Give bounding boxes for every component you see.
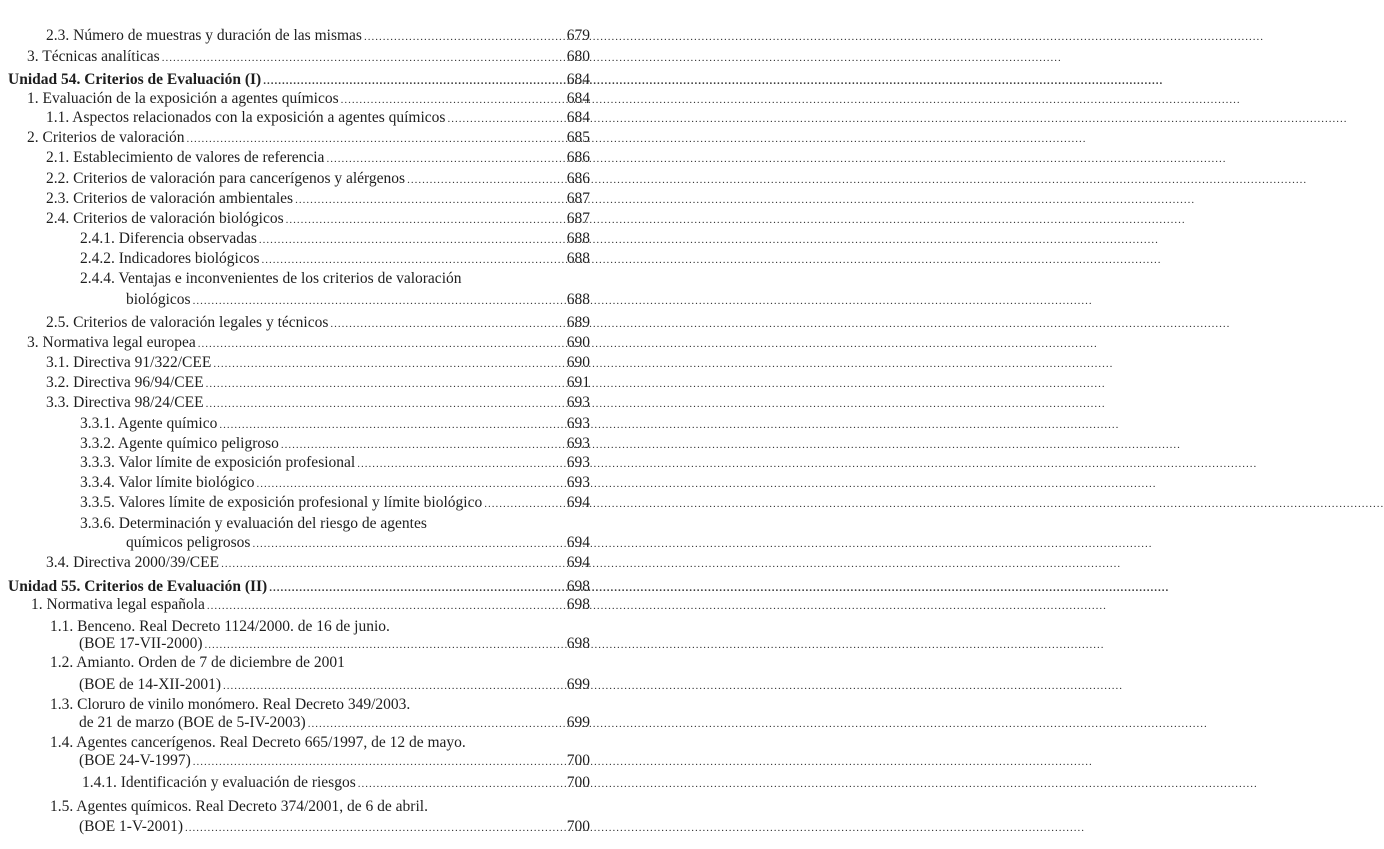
toc-entry [80,434,546,454]
toc-entry [80,514,560,534]
toc-page-number: 693 [566,435,590,452]
dot-leader [198,333,1098,353]
toc-entry [46,108,546,128]
dot-leader [484,493,1384,513]
toc-entry-title: (BOE de 14-XII-2001) [79,676,222,693]
toc-entry-title: 1.4. Agentes cancerígenos. Real Decreto 665/1997, de 12 de mayo. [50,734,466,751]
toc-entry [46,189,546,209]
dot-leader [286,209,1186,229]
dot-leader [326,148,1226,168]
dot-leader [252,533,1152,553]
dot-leader [223,675,1123,695]
toc-page-number: 688 [566,291,590,308]
toc-entry [126,290,546,310]
toc-entry [80,249,546,269]
toc-page-number: 684 [566,71,590,88]
toc-page-number: 679 [566,27,590,44]
toc-entry [46,148,546,168]
toc-unit-heading [8,70,546,90]
toc-entry [50,695,560,715]
toc-entry-title: 2.4.1. Diferencia observadas [80,230,257,247]
toc-entry-title: 3.3.3. Valor límite de exposición profesional [80,454,356,471]
toc-entry [31,595,546,615]
toc-entry-title: Unidad 54. Criterios de Evaluación (I) [8,71,262,88]
toc-entry [27,89,546,109]
toc-entry [46,313,546,333]
toc-entry [27,47,546,67]
toc-entry [46,393,546,413]
dot-leader [193,751,1093,771]
toc-page-number: 691 [566,374,590,391]
toc-entry [80,229,546,249]
toc-entry-title: 2.5. Criterios de valoración legales y técnicos [46,314,329,331]
dot-leader [357,453,1257,473]
toc-entry-title: 2.4. Criterios de valoración biológicos [46,210,284,227]
dot-leader [221,553,1121,573]
toc-entry-title: 3.3.6. Determinación y evaluación del riesgo de agentes [80,515,427,532]
toc-page-number: 690 [566,334,590,351]
dot-leader [295,189,1195,209]
toc-entry-title: químicos peligrosos [126,534,251,551]
toc-entry-title: 2.1. Establecimiento de valores de referencia [46,149,325,166]
toc-entry [80,269,560,289]
toc-entry-title: 3.3.5. Valores límite de exposición profesional y límite biológico [80,494,483,511]
toc-entry [82,773,546,793]
toc-page-number: 688 [566,250,590,267]
toc-page-number: 693 [566,474,590,491]
toc-page-number: 685 [566,129,590,146]
toc-entry [80,414,546,434]
toc-entry-title: 3.3. Directiva 98/24/CEE [46,394,204,411]
toc-entry-title: 3. Normativa legal europea [27,334,196,351]
toc-entry [79,675,546,695]
toc-entry-title: (BOE 1-V-2001) [79,818,184,835]
toc-entry-title: 3.1. Directiva 91/322/CEE [46,354,212,371]
toc-entry-title: 3.3.2. Agente químico peligroso [80,435,279,452]
toc-page-number: 684 [566,109,590,126]
toc-entry-title: 2.4.4. Ventajas e inconvenientes de los criterios de valoración [80,270,462,287]
dot-leader [257,473,1157,493]
dot-leader [358,773,1258,793]
toc-entry-title: (BOE 17-VII-2000) [79,635,203,652]
toc-page-number: 694 [566,554,590,571]
toc-entry [27,128,546,148]
toc-page-number: 688 [566,230,590,247]
toc-entry-title: 1.5. Agentes químicos. Real Decreto 374/2001, de 6 de abril. [50,798,428,815]
toc-entry-title: 2. Criterios de valoración [27,129,185,146]
toc-entry-title: 3.2. Directiva 96/94/CEE [46,374,204,391]
dot-leader [219,414,1119,434]
toc-entry-title: 2.3. Número de muestras y duración de las mismas [46,27,362,44]
toc-entry-title: 3.3.4. Valor límite biológico [80,474,255,491]
dot-leader [185,817,1085,837]
toc-entry [50,653,560,673]
toc-entry-title: 3. Técnicas analíticas [27,48,160,65]
dot-leader [447,108,1347,128]
toc-entry-title: 1.1. Benceno. Real Decreto 1124/2000. de 16 de junio. [50,618,390,635]
toc-page-number: 680 [566,48,590,65]
toc-page-number: 687 [566,190,590,207]
toc-page-number: 686 [566,170,590,187]
dot-leader [206,393,1106,413]
toc-page-number: 694 [566,534,590,551]
toc-entry-title: 2.4.2. Indicadores biológicos [80,250,260,267]
dot-leader [269,577,1169,597]
toc-entry [46,209,546,229]
toc-entry-title: 3.3.1. Agente químico [80,415,218,432]
dot-leader [308,713,1208,733]
toc-entry-title: 1.2. Amianto. Orden de 7 de diciembre de 2001 [50,654,345,671]
toc-entry [46,353,546,373]
toc-page-number: 693 [566,394,590,411]
dot-leader [207,595,1107,615]
toc-page-number: 699 [566,676,590,693]
toc-page-number: 700 [566,818,590,835]
toc-entry [46,553,546,573]
toc-page-number: 700 [566,774,590,791]
toc-entry [79,751,546,771]
toc-entry-title: Unidad 55. Criterios de Evaluación (II) [8,578,268,595]
toc-entry-title: 1.3. Cloruro de vinilo monómero. Real Decreto 349/2003. [50,696,411,713]
toc-page-number: 694 [566,494,590,511]
toc-page-number: 693 [566,415,590,432]
toc-page-number: 684 [566,90,590,107]
toc-page-number: 699 [566,714,590,731]
toc-entry [79,817,546,837]
toc-entry [80,473,546,493]
dot-leader [213,353,1113,373]
toc-entry-title: 1. Evaluación de la exposición a agentes químicos [27,90,339,107]
toc-page-number: 693 [566,454,590,471]
toc-entry-title: 1.4.1. Identificación y evaluación de riesgos [82,774,356,791]
dot-leader [330,313,1230,333]
toc-entry [50,797,560,817]
toc-page-number: 689 [566,314,590,331]
toc-page-number: 690 [566,354,590,371]
toc-entry [46,26,546,46]
toc-entry-title: biológicos [126,291,191,308]
toc-page-number: 698 [566,578,590,595]
toc-page-number: 687 [566,210,590,227]
dot-leader [193,290,1093,310]
toc-entry [46,169,546,189]
toc-entry-title: 1.1. Aspectos relacionados con la exposición a agentes químicos [46,109,446,126]
toc-entry-title: 2.2. Criterios de valoración para cancerígenos y alérgenos [46,170,406,187]
toc-page-number: 700 [566,752,590,769]
dot-leader [262,249,1162,269]
dot-leader [263,70,1163,90]
dot-leader [407,169,1307,189]
toc-entry [79,713,546,733]
toc-page-number: 686 [566,149,590,166]
toc-entry-title: 2.3. Criterios de valoración ambientales [46,190,294,207]
dot-leader [259,229,1159,249]
toc-entry [46,373,546,393]
dot-leader [281,434,1181,454]
toc-entry-title: (BOE 24-V-1997) [79,752,191,769]
toc-unit-heading [8,577,546,597]
toc-page-number: 698 [566,596,590,613]
dot-leader [341,89,1241,109]
toc-entry [27,333,546,353]
dot-leader [162,47,1062,67]
toc-entry [80,493,546,513]
dot-leader [187,128,1087,148]
dot-leader [364,26,1264,46]
toc-entry [50,733,560,753]
toc-entry-title: 1. Normativa legal española [31,596,205,613]
toc-entry [79,634,546,654]
toc-entry-title: de 21 de marzo (BOE de 5-IV-2003) [79,714,306,731]
toc-page-number: 698 [566,635,590,652]
toc-entry [80,453,546,473]
toc-entry [126,533,546,553]
dot-leader [206,373,1106,393]
toc-entry-title: 3.4. Directiva 2000/39/CEE [46,554,220,571]
dot-leader [205,634,1105,654]
